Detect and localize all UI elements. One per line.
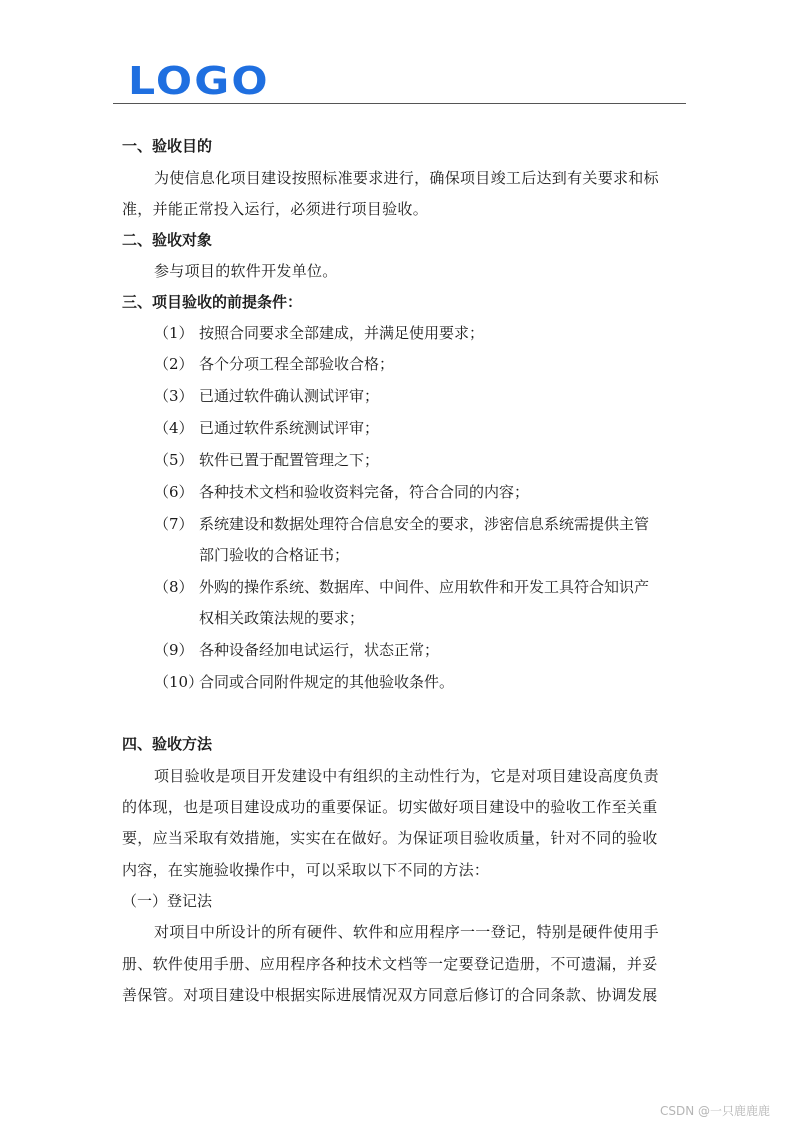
- list-item: [154, 386, 379, 406]
- list-item-number: （6）: [154, 483, 194, 501]
- list-item: [154, 418, 379, 438]
- list-item: [154, 514, 649, 534]
- logo: LOGO: [128, 59, 270, 103]
- list-item: [154, 577, 649, 597]
- paragraph-line: 要，应当采取有效措施，实实在在做好。为保证项目验收质量，针对不同的验收: [122, 829, 658, 847]
- watermark: CSDN @一只鹿鹿鹿: [659, 1104, 770, 1118]
- list-item-text: 软件已置于配置管理之下；: [199, 451, 380, 469]
- list-item: [154, 323, 484, 343]
- list-item-text: 各个分项工程全部验收合格；: [199, 355, 395, 373]
- list-item-number: （1）: [154, 324, 194, 342]
- list-item-number: （3）: [154, 387, 194, 405]
- list-item-text: 合同或合同附件规定的其他验收条件。: [199, 673, 455, 691]
- list-item-text: 按照合同要求全部建成，并满足使用要求；: [199, 324, 485, 342]
- list-item: [154, 640, 439, 660]
- heading-acceptance-object: 二、验收对象: [122, 231, 213, 249]
- paragraph-line: 内容，在实施验收操作中，可以采取以下不同的方法：: [122, 861, 490, 879]
- heading-acceptance-method: 四、验收方法: [122, 735, 213, 753]
- list-item-text: 各种技术文档和验收资料完备，符合合同的内容；: [199, 483, 530, 501]
- list-item-number: （10）: [154, 673, 204, 691]
- paragraph-line: 的体现，也是项目建设成功的重要保证。切实做好项目建设中的验收工作至关重: [122, 798, 658, 816]
- paragraph-line: 善保管。对项目建设中根据实际进展情况双方同意后修订的合同条款、协调发展: [122, 986, 658, 1004]
- list-item-text: 外购的操作系统、数据库、中间件、应用软件和开发工具符合知识产: [199, 578, 650, 596]
- list-item-number: （2）: [154, 355, 194, 373]
- heading-preconditions: 三、项目验收的前提条件：: [122, 293, 303, 311]
- list-item-continuation: 部门验收的合格证书；: [199, 546, 350, 564]
- list-item-continuation: 权相关政策法规的要求；: [199, 609, 365, 627]
- paragraph-line: 项目验收是项目开发建设中有组织的主动性行为，它是对项目建设高度负责: [154, 767, 659, 785]
- sub-heading-registration: （一）登记法: [122, 892, 213, 910]
- list-item-number: （8）: [154, 578, 194, 596]
- list-item: [154, 450, 379, 470]
- paragraph-line: 准，并能正常投入运行，必须进行项目验收。: [122, 200, 429, 218]
- list-item-number: （5）: [154, 451, 194, 469]
- list-item: [154, 354, 394, 374]
- list-item-number: （9）: [154, 641, 194, 659]
- paragraph-line: 为使信息化项目建设按照标准要求进行，确保项目竣工后达到有关要求和标: [154, 169, 659, 187]
- list-item-number: （7）: [154, 515, 194, 533]
- paragraph-line: 参与项目的软件开发单位。: [154, 262, 338, 280]
- paragraph-line: 册、软件使用手册、应用程序各种技术文档等一定要登记造册，不可遗漏，并妥: [122, 955, 658, 973]
- list-item-text: 各种设备经加电试运行，状态正常；: [199, 641, 440, 659]
- list-item-text: 系统建设和数据处理符合信息安全的要求，涉密信息系统需提供主管: [199, 515, 650, 533]
- heading-acceptance-purpose: 一、验收目的: [122, 137, 213, 155]
- list-item: [154, 482, 529, 502]
- list-item: [154, 672, 454, 692]
- list-item-number: （4）: [154, 419, 194, 437]
- header-rule: [113, 103, 686, 104]
- list-item-text: 已通过软件确认测试评审；: [199, 387, 380, 405]
- paragraph-line: 对项目中所设计的所有硬件、软件和应用程序一一登记，特别是硬件使用手: [154, 923, 659, 941]
- list-item-text: 已通过软件系统测试评审；: [199, 419, 380, 437]
